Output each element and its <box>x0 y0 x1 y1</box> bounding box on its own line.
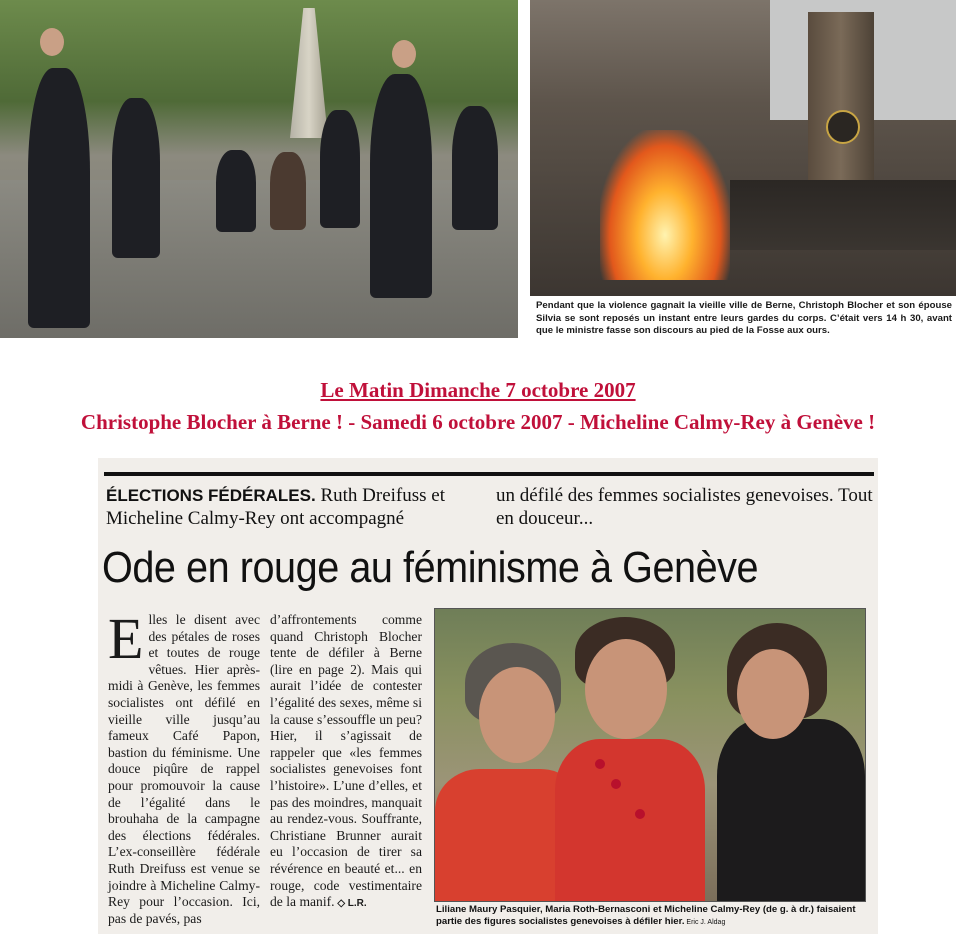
photo-bodyguard <box>28 68 90 328</box>
rose-icon <box>595 759 605 769</box>
photo-head <box>392 40 416 68</box>
rose-icon <box>611 779 621 789</box>
rose-icon <box>635 809 645 819</box>
photo-bodyguard <box>112 98 160 258</box>
clock-icon <box>826 110 860 144</box>
article-kicker <box>106 484 486 530</box>
photo-face <box>737 649 809 739</box>
article-column-1 <box>108 606 260 927</box>
photo-blocher-bern <box>0 0 518 338</box>
fire-icon <box>600 130 730 280</box>
photo-caption-top: Pendant que la violence gagnait la vieille ville de Berne, Christoph Blocher et son épouse Silvia se sont reposés un instant entre leurs gardes du corps. C’était vers 14 h 30, avant que le ministre fasse son discours au pied de la Fosse aux ours. <box>536 300 952 337</box>
page-subtitle: Christophe Blocher à Berne ! - Samedi 6 octobre 2007 - Micheline Calmy-Rey à Genève ! <box>80 410 876 434</box>
photo-obelisk <box>290 8 328 138</box>
photo-three-women <box>434 608 866 902</box>
photo-head <box>40 28 64 56</box>
article-title: Ode en rouge au féminisme à Genève <box>102 543 759 592</box>
divider <box>104 472 874 476</box>
photo-credit: Eric J. Aldag <box>684 919 726 926</box>
column-1-text: lles le disent avec des pétales de roses et toutes de rouge vêtues. Hier après-midi à Genève, les femmes socialistes ont défilé en vieille ville jusqu’au fameux Café Papon, bastion du féminisme. Une douce piqûre de rappel pour promouvoir la cause de l’égalité dans le brouhaha de la campagne des élections fédérales. L’ex-conseillère fédérale Ruth Dreifuss est venue se joindre à Micheline Calmy-Rey pour l’occasion. Ici, pas de pavés, pas <box>108 612 260 926</box>
photo-seated-man <box>216 150 256 232</box>
photo-clock-tower <box>808 12 874 192</box>
photo-face <box>479 667 555 763</box>
photo-black-jacket <box>717 719 865 902</box>
photo-bodyguard <box>320 110 360 228</box>
drop-cap: E <box>108 606 144 671</box>
photo-face <box>585 639 667 739</box>
photo-red-jacket <box>555 739 705 902</box>
photo-bern-riot <box>530 0 956 296</box>
photo-caption <box>436 904 866 929</box>
photo-bodyguard <box>452 106 498 230</box>
photo-seated-woman <box>270 152 306 230</box>
column-2-text: d’affrontements comme quand Christoph Blocher tente de défiler à Berne (lire en page 2). Mais qui aurait l’idée de contester l’égalité des sexes, même si la cause s’essouffle un peu? Hier, il s’agissait de rappeler que «les femmes socialistes genevoises font l’histoire». L’une d’elles, et pas des moindres, manquait au rendez-vous. Souffrante, Christiane Brunner aurait eu l’occasion de tirer sa révérence en beauté et... en rouge, code vestimentaire de la manif. <box>270 612 422 910</box>
photo-bodyguard <box>370 74 432 298</box>
photo-crowd <box>730 180 956 250</box>
photo-caption-text: Liliane Maury Pasquier, Maria Roth-Bernasconi et Micheline Calmy-Rey (de g. à dr.) faisaient partie des figures socialistes genevoises à défiler hier. <box>436 904 856 927</box>
kicker-text: Ruth Dreifuss et Micheline Calmy-Rey ont accompagné <box>106 485 445 529</box>
article-column-2 <box>270 612 422 913</box>
page-title: Le Matin Dimanche 7 octobre 2007 <box>320 378 636 402</box>
newspaper-clipping <box>98 458 878 934</box>
byline: ◇ L.R. <box>334 898 367 910</box>
kicker-label: ÉLECTIONS FÉDÉRALES. <box>106 486 316 505</box>
article-kicker-continued: un défilé des femmes socialistes genevoises. Tout en douceur... <box>496 485 873 529</box>
